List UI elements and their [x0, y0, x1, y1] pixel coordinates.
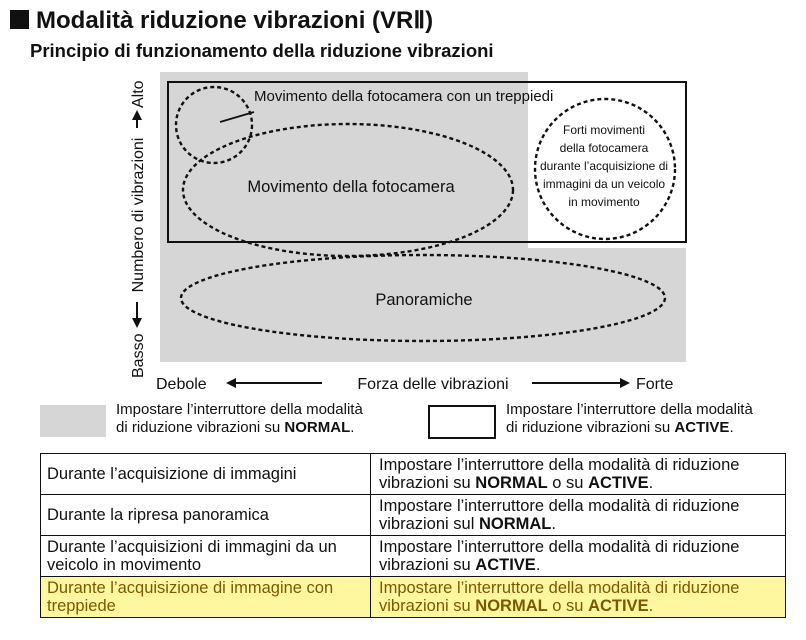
situation-cell: Durante l’acquisizione di immagini	[41, 454, 371, 495]
table-row-highlighted	[41, 577, 786, 618]
panning-label: Panoramiche	[375, 291, 473, 309]
vehicle-label-line-3: durante l’acquisizione di	[539, 159, 669, 173]
situation-cell: Durante l’acquisizione di immagine con treppiede	[41, 577, 371, 618]
legend-normal-swatch	[40, 405, 106, 437]
table-row	[41, 536, 786, 577]
settings-table	[40, 453, 786, 618]
vehicle-label-line-2: della fotocamera	[559, 141, 649, 155]
legend-active-swatch	[428, 405, 496, 439]
y-axis-label: Numbero di vibrazioni	[130, 137, 147, 293]
situation-cell: Durante l’acquisizioni di immagini da un veicolo in movimento	[41, 536, 371, 577]
legend-active-text: Impostare l’interruttore della modalità di riduzione vibrazioni su ACTIVE.	[506, 401, 753, 436]
vehicle-label-line-5: in movimento	[568, 195, 640, 209]
y-axis-low-label: Basso	[130, 333, 147, 378]
section-title-text: Modalità riduzione vibrazioni (VRⅡ)	[36, 7, 434, 34]
x-axis-high-label: Forte	[636, 376, 674, 393]
section-subtitle: Principio di funzionamento della riduzione vibrazioni	[30, 40, 494, 61]
table-row	[41, 495, 786, 536]
table-row	[41, 454, 786, 495]
legend-normal-text: Impostare l’interruttore della modalità di riduzione vibrazioni su NORMAL.	[116, 401, 363, 436]
setting-cell: Impostare l’interruttore della modalità di riduzione vibrazioni su ACTIVE.	[371, 536, 786, 577]
tripod-label: Movimento della fotocamera con un treppiedi	[254, 88, 554, 105]
y-axis-high-label: Alto	[130, 80, 147, 108]
vehicle-label-line-4: immagini da un veicolo	[542, 177, 666, 191]
x-axis-label: Forza delle vibrazioni	[357, 376, 509, 393]
setting-cell: Impostare l’interruttore della modalità di riduzione vibrazioni sul NORMAL.	[371, 495, 786, 536]
camera-movement-label: Movimento della fotocamera	[247, 178, 455, 196]
setting-cell: Impostare l’interruttore della modalità di riduzione vibrazioni su NORMAL o su ACTIVE.	[371, 454, 786, 495]
situation-cell: Durante la ripresa panoramica	[41, 495, 371, 536]
vehicle-label-line-1: Forti movimenti	[562, 123, 646, 137]
y-axis	[130, 80, 147, 378]
x-axis-low-label: Debole	[156, 376, 207, 393]
setting-cell: Impostare l’interruttore della modalità di riduzione vibrazioni su NORMAL o su ACTIVE.	[371, 577, 786, 618]
